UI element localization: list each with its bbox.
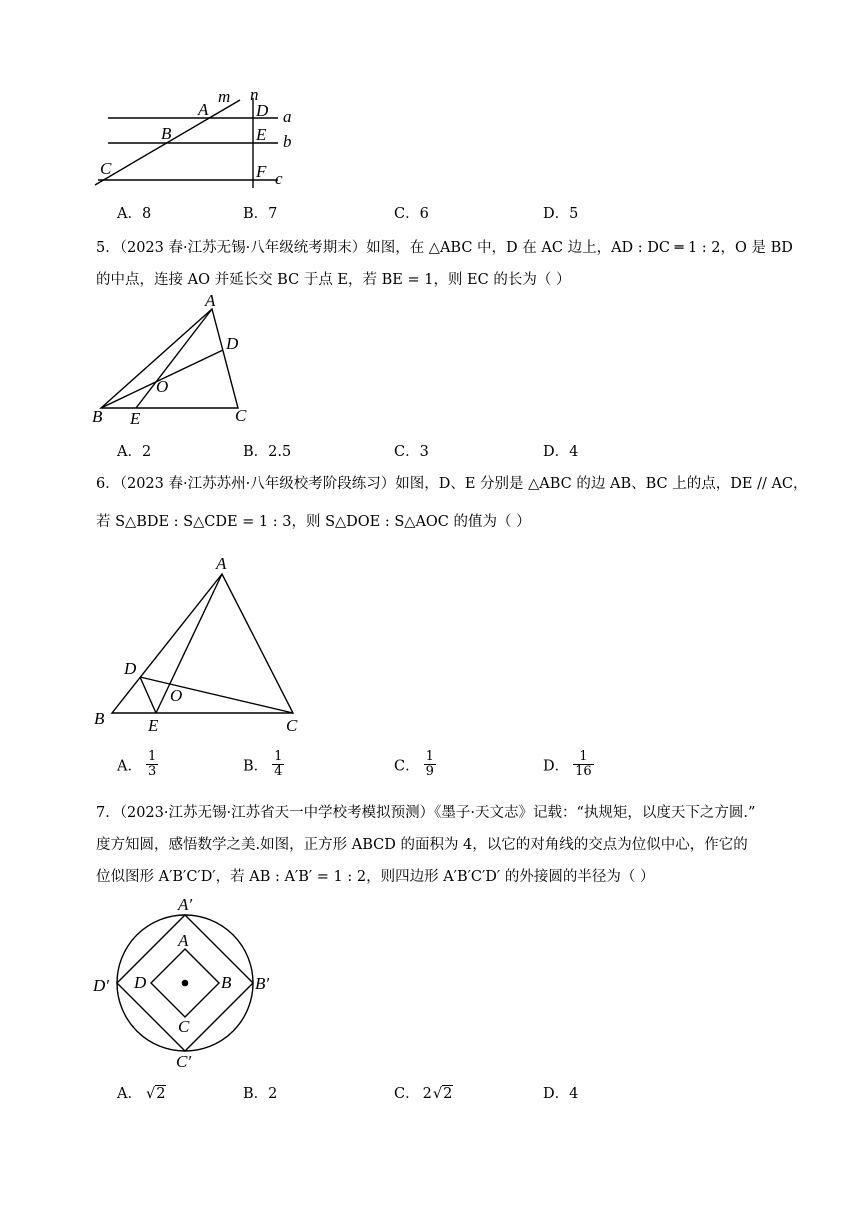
q4-option-b[interactable]: B．7 (243, 206, 278, 222)
label-c: c (275, 169, 283, 188)
label-m: m (218, 87, 231, 106)
label-E: E (256, 125, 267, 144)
label-F: F (256, 162, 267, 181)
q4-figure (90, 85, 300, 193)
label-A: A (205, 291, 216, 310)
label-D-prime: D′ (93, 976, 109, 995)
label-O: O (170, 686, 183, 705)
q5-text-line1: 5．（2023 春·江苏无锡·八年级统考期末）如图，在 △ABC 中，D 在 AC 边上，AD : DC ═ 1 : 2，O 是 BD (96, 240, 793, 256)
label-A: A (198, 100, 209, 119)
q7-option-a[interactable]: A． √2 (117, 1086, 166, 1102)
q6-options (0, 750, 860, 790)
label-D: D (134, 973, 147, 992)
q4-option-a[interactable]: A．8 (117, 206, 152, 222)
sqrt-symbol: √2 (432, 1086, 453, 1102)
q7-option-b[interactable]: B．2 (243, 1086, 278, 1102)
q5-option-c[interactable]: C．3 (394, 444, 429, 460)
q6-option-d[interactable]: D． $\frac{1}{16}$ (543, 749, 592, 780)
q7-options (0, 1082, 860, 1112)
q7-text-line1: 7．（2023·江苏无锡·江苏省天一中学校考模拟预测）《墨子·天文志》记载：“执规矩，以度天下之方圆.” (96, 805, 756, 821)
q5-options (0, 440, 860, 470)
fraction: $\frac{1}{4}$ (274, 749, 283, 780)
q6-option-b[interactable]: B． $\frac{1}{4}$ (243, 749, 283, 780)
label-C: C (100, 159, 112, 178)
q7-text-line2: 度方知圆，感悟数学之美.如图，正方形 ABCD 的面积为 4，以它的对角线的交点为位似中心，作它的 (96, 837, 748, 853)
q5-option-a[interactable]: A．2 (117, 444, 152, 460)
label-D: D (226, 334, 239, 353)
segment-ae (156, 574, 222, 713)
label-E: E (130, 409, 141, 428)
label-O: O (156, 377, 169, 396)
label-B: B (221, 973, 232, 992)
triangle-abc (101, 309, 238, 408)
q5-option-b[interactable]: B．2.5 (243, 444, 292, 460)
q7-figure (88, 890, 288, 1072)
q4-options (0, 202, 860, 232)
label-b: b (283, 132, 292, 151)
segment-de (140, 677, 156, 713)
label-D: D (256, 101, 269, 120)
label-B: B (94, 709, 105, 728)
q4-option-d[interactable]: D．5 (543, 206, 579, 222)
label-n: n (250, 85, 259, 104)
segment-ae (136, 309, 212, 408)
label-A: A (216, 554, 227, 573)
label-B: B (161, 124, 172, 143)
label-D: D (124, 659, 137, 678)
q5-option-d[interactable]: D．4 (543, 444, 579, 460)
label-A-prime: A′ (178, 895, 193, 914)
label-B: B (92, 407, 103, 426)
label-C: C (235, 406, 247, 425)
sqrt-symbol: √2 (145, 1086, 166, 1102)
q7-option-c[interactable]: C． 2√2 (394, 1086, 453, 1102)
fraction: $\frac{1}{16}$ (575, 749, 592, 780)
q6-text-line2: 若 S△BDE : S△CDE = 1 : 3，则 S△DOE : S△AOC 的值为（ ） (96, 514, 531, 530)
q5-text-line2: 的中点，连接 AO 并延长交 BC 于点 E，若 BE = 1，则 EC 的长为（ ） (96, 272, 571, 288)
q6-figure (88, 550, 318, 740)
q7-option-d[interactable]: D．4 (543, 1086, 579, 1102)
q7-text-line3: 位似图形 A′B′C′D′，若 AB : A′B′ = 1 : 2，则四边形 A′B′C′D′ 的外接圆的半径为（ ） (96, 869, 655, 885)
label-A: A (178, 931, 189, 950)
center-point (182, 980, 187, 985)
fraction: $\frac{1}{9}$ (425, 749, 434, 780)
q6-text-line1: 6．（2023 春·江苏苏州·八年级校考阶段练习）如图，D、E 分别是 △ABC 的边 AB、BC 上的点，DE // AC， (96, 476, 808, 492)
label-C: C (286, 716, 298, 735)
label-C: C (178, 1017, 190, 1036)
q6-option-a[interactable]: A． $\frac{1}{3}$ (117, 749, 157, 780)
q6-option-c[interactable]: C． $\frac{1}{9}$ (394, 749, 434, 780)
label-E: E (148, 716, 159, 735)
label-C-prime: C′ (176, 1052, 192, 1071)
label-a: a (283, 107, 292, 126)
q5-figure (88, 291, 258, 428)
label-B-prime: B′ (255, 974, 270, 993)
fraction: $\frac{1}{3}$ (147, 749, 157, 780)
segment-dc (140, 677, 293, 713)
q4-option-c[interactable]: C．6 (394, 206, 429, 222)
